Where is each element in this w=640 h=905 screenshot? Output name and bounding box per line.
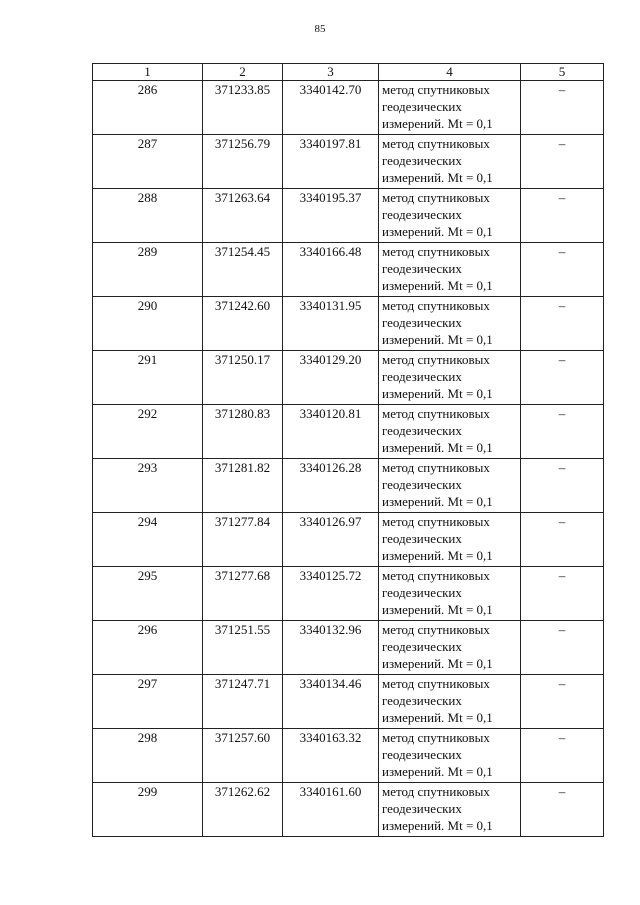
- point-number: 287: [93, 135, 203, 189]
- note-cell: –: [521, 405, 604, 459]
- coordinate-x: 371257.60: [203, 729, 283, 783]
- coordinate-x: 371251.55: [203, 621, 283, 675]
- measurement-method: метод спутниковых геодезических измерений. Mt = 0,1: [379, 243, 521, 297]
- table-row: [93, 729, 604, 783]
- measurement-method: метод спутниковых геодезических измерений. Mt = 0,1: [379, 405, 521, 459]
- table-body: [93, 81, 604, 837]
- point-number: 290: [93, 297, 203, 351]
- note-cell: –: [521, 297, 604, 351]
- measurement-method: метод спутниковых геодезических измерений. Mt = 0,1: [379, 135, 521, 189]
- coordinate-y: 3340126.28: [283, 459, 379, 513]
- measurement-method: метод спутниковых геодезических измерений. Mt = 0,1: [379, 621, 521, 675]
- coordinate-y: 3340197.81: [283, 135, 379, 189]
- note-cell: –: [521, 729, 604, 783]
- table-row: [93, 81, 604, 135]
- table-header: [93, 64, 604, 81]
- measurement-method: метод спутниковых геодезических измерений. Mt = 0,1: [379, 189, 521, 243]
- note-cell: –: [521, 513, 604, 567]
- measurement-method: метод спутниковых геодезических измерений. Mt = 0,1: [379, 459, 521, 513]
- coordinate-y: 3340195.37: [283, 189, 379, 243]
- measurement-method: метод спутниковых геодезических измерений. Mt = 0,1: [379, 513, 521, 567]
- table-row: [93, 189, 604, 243]
- coordinate-x: 371254.45: [203, 243, 283, 297]
- coordinate-x: 371250.17: [203, 351, 283, 405]
- table-row: [93, 135, 604, 189]
- coordinate-y: 3340161.60: [283, 783, 379, 837]
- note-cell: –: [521, 189, 604, 243]
- coordinate-y: 3340129.20: [283, 351, 379, 405]
- page-number: 85: [314, 23, 326, 35]
- coordinate-y: 3340132.96: [283, 621, 379, 675]
- coordinate-x: 371233.85: [203, 81, 283, 135]
- table-row: [93, 243, 604, 297]
- table-row: [93, 513, 604, 567]
- table-row: [93, 783, 604, 837]
- point-number: 296: [93, 621, 203, 675]
- measurement-method: метод спутниковых геодезических измерений. Mt = 0,1: [379, 351, 521, 405]
- table-row: [93, 675, 604, 729]
- coordinate-y: 3340126.97: [283, 513, 379, 567]
- note-cell: –: [521, 459, 604, 513]
- point-number: 288: [93, 189, 203, 243]
- column-header-4: 4: [379, 64, 521, 81]
- coordinate-y: 3340125.72: [283, 567, 379, 621]
- point-number: 297: [93, 675, 203, 729]
- table-row: [93, 405, 604, 459]
- coordinate-x: 371262.62: [203, 783, 283, 837]
- measurement-method: метод спутниковых геодезических измерений. Mt = 0,1: [379, 567, 521, 621]
- coordinate-y: 3340131.95: [283, 297, 379, 351]
- coordinate-y: 3340142.70: [283, 81, 379, 135]
- note-cell: –: [521, 135, 604, 189]
- column-header-2: 2: [203, 64, 283, 81]
- point-number: 293: [93, 459, 203, 513]
- note-cell: –: [521, 81, 604, 135]
- coordinates-table: [92, 63, 604, 837]
- note-cell: –: [521, 675, 604, 729]
- coordinate-x: 371277.84: [203, 513, 283, 567]
- point-number: 299: [93, 783, 203, 837]
- table-row: [93, 459, 604, 513]
- table-row: [93, 621, 604, 675]
- note-cell: –: [521, 783, 604, 837]
- column-header-1: 1: [93, 64, 203, 81]
- coordinate-x: 371280.83: [203, 405, 283, 459]
- measurement-method: метод спутниковых геодезических измерений. Mt = 0,1: [379, 729, 521, 783]
- measurement-method: метод спутниковых геодезических измерений. Mt = 0,1: [379, 297, 521, 351]
- table-row: [93, 351, 604, 405]
- coordinate-x: 371256.79: [203, 135, 283, 189]
- header-row: [93, 64, 604, 81]
- point-number: 295: [93, 567, 203, 621]
- coordinate-x: 371242.60: [203, 297, 283, 351]
- coordinate-x: 371247.71: [203, 675, 283, 729]
- point-number: 298: [93, 729, 203, 783]
- point-number: 291: [93, 351, 203, 405]
- coordinate-x: 371263.64: [203, 189, 283, 243]
- coordinate-y: 3340134.46: [283, 675, 379, 729]
- column-header-5: 5: [521, 64, 604, 81]
- column-header-3: 3: [283, 64, 379, 81]
- table-row: [93, 567, 604, 621]
- note-cell: –: [521, 621, 604, 675]
- point-number: 294: [93, 513, 203, 567]
- coordinate-y: 3340120.81: [283, 405, 379, 459]
- measurement-method: метод спутниковых геодезических измерений. Mt = 0,1: [379, 675, 521, 729]
- note-cell: –: [521, 243, 604, 297]
- measurement-method: метод спутниковых геодезических измерений. Mt = 0,1: [379, 783, 521, 837]
- table-row: [93, 297, 604, 351]
- coordinate-x: 371281.82: [203, 459, 283, 513]
- point-number: 292: [93, 405, 203, 459]
- measurement-method: метод спутниковых геодезических измерений. Mt = 0,1: [379, 81, 521, 135]
- point-number: 286: [93, 81, 203, 135]
- coordinate-y: 3340163.32: [283, 729, 379, 783]
- note-cell: –: [521, 351, 604, 405]
- point-number: 289: [93, 243, 203, 297]
- coordinate-x: 371277.68: [203, 567, 283, 621]
- note-cell: –: [521, 567, 604, 621]
- coordinate-y: 3340166.48: [283, 243, 379, 297]
